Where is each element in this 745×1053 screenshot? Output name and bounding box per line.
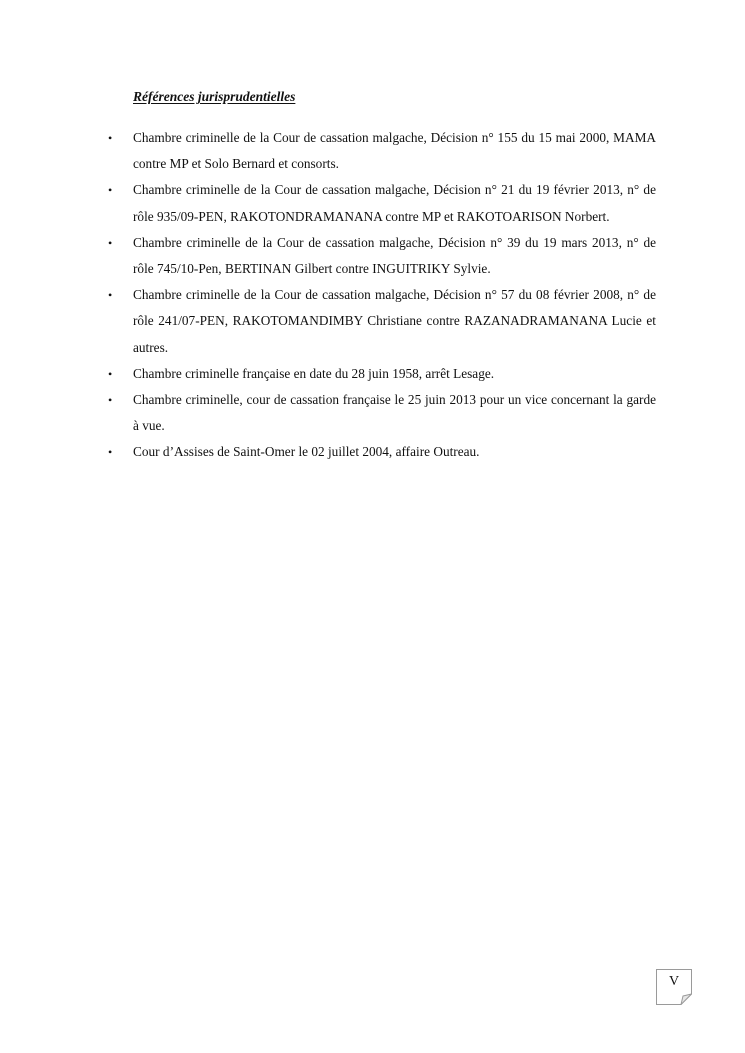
reference-text: Chambre criminelle, cour de cassation française le 25 juin 2013 pour un vice concernant la garde à vue. (133, 392, 656, 434)
bullet-icon: • (108, 393, 113, 408)
reference-item (108, 282, 656, 361)
bullet-icon: • (108, 131, 113, 145)
reference-text: Chambre criminelle de la Cour de cassation malgache, Décision n° 21 du 19 février 2013, n° de rôle 935/09-PEN, RAKOTONDRAMANANA contre MP et RAKOTOARISON Norbert. (133, 182, 656, 224)
bullet-icon: • (108, 366, 113, 381)
page-number-badge (656, 969, 692, 1005)
section-heading: Références jurisprudentielles (133, 89, 296, 104)
reference-item (108, 125, 656, 177)
reference-item (108, 230, 656, 282)
reference-item (108, 387, 656, 439)
reference-text: Chambre criminelle de la Cour de cassation malgache, Décision n° 155 du 15 mai 2000, MAMA contre MP et Solo Bernard et consorts. (133, 130, 656, 172)
reference-text: Cour d’Assises de Saint-Omer le 02 juillet 2004, affaire Outreau. (133, 444, 480, 460)
references-list (108, 125, 656, 466)
reference-item (108, 439, 656, 465)
reference-text: Chambre criminelle de la Cour de cassation malgache, Décision n° 39 du 19 mars 2013, n° de rôle 745/10-Pen, BERTINAN Gilbert contre INGUITRIKY Sylvie. (133, 234, 656, 277)
reference-text: Chambre criminelle française en date du 28 juin 1958, arrêt Lesage. (133, 365, 495, 381)
page-number: V (668, 974, 680, 989)
bullet-icon: • (108, 445, 113, 460)
bullet-icon: • (108, 288, 113, 303)
reference-item (108, 361, 656, 387)
bullet-icon: • (108, 183, 113, 198)
bullet-icon: • (108, 235, 113, 250)
reference-text: Chambre criminelle de la Cour de cassation malgache, Décision n° 57 du 08 février 2008, n° de rôle 241/07-PEN, RAKOTOMANDIMBY Christiane contre RAZANADRAMANANA Lucie et autres. (133, 287, 656, 355)
reference-item (108, 177, 656, 229)
